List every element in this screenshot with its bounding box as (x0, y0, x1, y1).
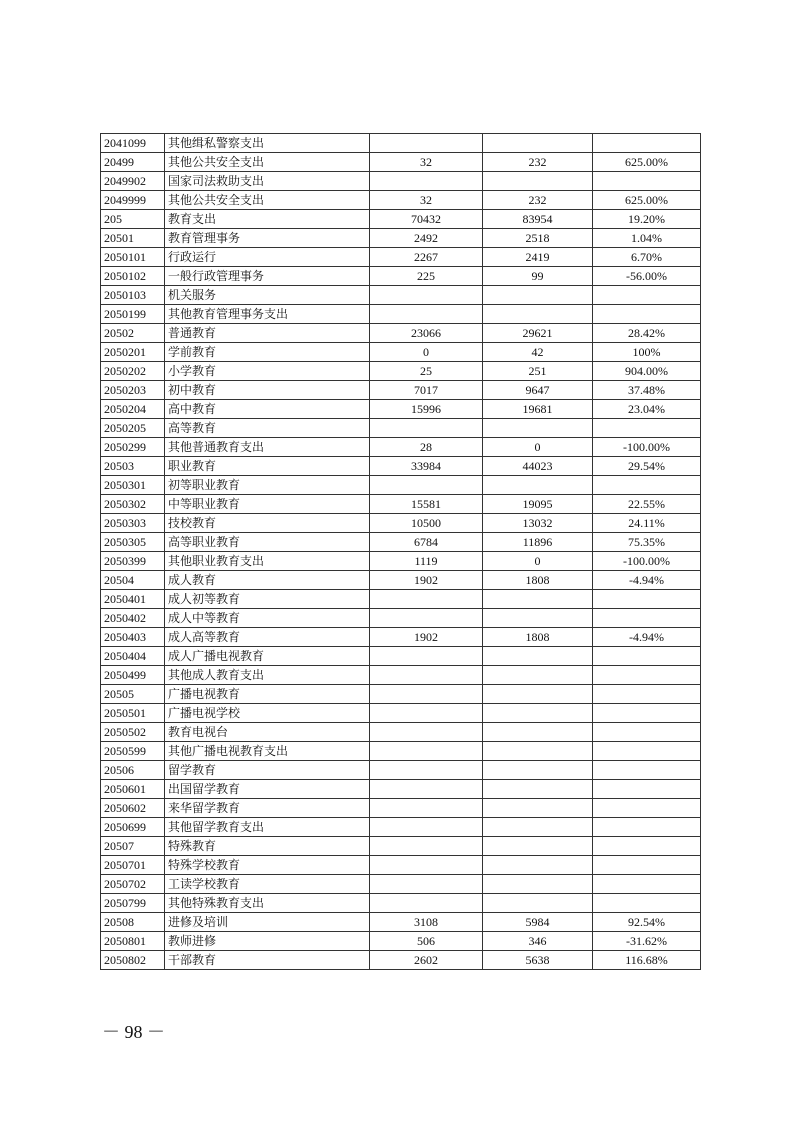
row-code: 2050402 (101, 609, 165, 628)
row-name: 其他广播电视教育支出 (165, 742, 370, 761)
row-code: 20507 (101, 837, 165, 856)
table-row (101, 780, 701, 799)
row-name: 进修及培训 (165, 913, 370, 932)
row-prev-value: 25 (370, 362, 483, 381)
row-change: 116.68% (593, 951, 701, 970)
row-change (593, 286, 701, 305)
row-curr-value: 232 (483, 191, 593, 210)
row-prev-value: 3108 (370, 913, 483, 932)
row-prev-value: 32 (370, 153, 483, 172)
table-row (101, 381, 701, 400)
row-curr-value (483, 837, 593, 856)
row-prev-value (370, 685, 483, 704)
row-name: 出国留学教育 (165, 780, 370, 799)
row-curr-value (483, 799, 593, 818)
row-code: 20508 (101, 913, 165, 932)
row-prev-value (370, 780, 483, 799)
row-change (593, 134, 701, 153)
row-curr-value (483, 419, 593, 438)
row-code: 20501 (101, 229, 165, 248)
table-row (101, 362, 701, 381)
row-prev-value: 15996 (370, 400, 483, 419)
row-name: 初中教育 (165, 381, 370, 400)
row-code: 2050101 (101, 248, 165, 267)
row-change: 904.00% (593, 362, 701, 381)
row-curr-value: 13032 (483, 514, 593, 533)
row-prev-value: 10500 (370, 514, 483, 533)
row-change (593, 856, 701, 875)
row-code: 2050799 (101, 894, 165, 913)
row-curr-value: 5984 (483, 913, 593, 932)
row-code: 2041099 (101, 134, 165, 153)
row-name: 机关服务 (165, 286, 370, 305)
row-prev-value (370, 419, 483, 438)
row-prev-value (370, 305, 483, 324)
row-prev-value (370, 837, 483, 856)
table-row (101, 628, 701, 647)
row-curr-value: 42 (483, 343, 593, 362)
row-prev-value (370, 894, 483, 913)
row-code: 2050801 (101, 932, 165, 951)
row-name: 留学教育 (165, 761, 370, 780)
row-prev-value: 28 (370, 438, 483, 457)
row-curr-value (483, 476, 593, 495)
row-curr-value (483, 742, 593, 761)
row-code: 2050404 (101, 647, 165, 666)
row-name: 其他公共安全支出 (165, 153, 370, 172)
row-change (593, 799, 701, 818)
row-code: 20504 (101, 571, 165, 590)
row-change (593, 305, 701, 324)
row-name: 广播电视教育 (165, 685, 370, 704)
row-change: 24.11% (593, 514, 701, 533)
row-prev-value (370, 590, 483, 609)
row-code: 2050702 (101, 875, 165, 894)
row-name: 教师进修 (165, 932, 370, 951)
table-row (101, 191, 701, 210)
row-name: 普通教育 (165, 324, 370, 343)
row-prev-value (370, 172, 483, 191)
row-prev-value: 32 (370, 191, 483, 210)
table-row (101, 742, 701, 761)
row-code: 20505 (101, 685, 165, 704)
row-change (593, 742, 701, 761)
row-change: 1.04% (593, 229, 701, 248)
row-name: 其他留学教育支出 (165, 818, 370, 837)
page-number: － 98 － (102, 1022, 165, 1042)
table-row (101, 172, 701, 191)
row-change: -100.00% (593, 552, 701, 571)
row-curr-value (483, 666, 593, 685)
budget-table-body (101, 134, 701, 970)
row-change: 29.54% (593, 457, 701, 476)
row-code: 2050202 (101, 362, 165, 381)
row-curr-value: 0 (483, 552, 593, 571)
row-name: 成人初等教育 (165, 590, 370, 609)
row-change: -4.94% (593, 628, 701, 647)
row-code: 205 (101, 210, 165, 229)
row-change: 100% (593, 343, 701, 362)
row-curr-value: 44023 (483, 457, 593, 476)
table-row (101, 153, 701, 172)
row-change (593, 704, 701, 723)
table-row (101, 343, 701, 362)
table-row (101, 894, 701, 913)
row-prev-value (370, 761, 483, 780)
row-change (593, 419, 701, 438)
row-change (593, 761, 701, 780)
row-change (593, 723, 701, 742)
row-code: 20502 (101, 324, 165, 343)
row-code: 2050103 (101, 286, 165, 305)
row-prev-value: 225 (370, 267, 483, 286)
row-prev-value: 1119 (370, 552, 483, 571)
row-name: 成人高等教育 (165, 628, 370, 647)
row-name: 行政运行 (165, 248, 370, 267)
row-curr-value (483, 685, 593, 704)
row-name: 工读学校教育 (165, 875, 370, 894)
row-code: 2050205 (101, 419, 165, 438)
row-name: 教育支出 (165, 210, 370, 229)
row-curr-value (483, 894, 593, 913)
row-code: 2050601 (101, 780, 165, 799)
row-name: 特殊学校教育 (165, 856, 370, 875)
row-prev-value: 506 (370, 932, 483, 951)
row-prev-value: 6784 (370, 533, 483, 552)
table-row (101, 324, 701, 343)
table-row (101, 134, 701, 153)
row-code: 2050499 (101, 666, 165, 685)
row-change: -4.94% (593, 571, 701, 590)
row-name: 其他缉私警察支出 (165, 134, 370, 153)
row-code: 2050502 (101, 723, 165, 742)
row-change: 625.00% (593, 153, 701, 172)
row-prev-value (370, 609, 483, 628)
row-curr-value: 2419 (483, 248, 593, 267)
row-curr-value (483, 818, 593, 837)
table-row (101, 248, 701, 267)
row-change (593, 666, 701, 685)
row-change (593, 837, 701, 856)
table-row (101, 837, 701, 856)
row-curr-value: 0 (483, 438, 593, 457)
row-change (593, 875, 701, 894)
row-change (593, 609, 701, 628)
row-curr-value (483, 856, 593, 875)
row-code: 2050701 (101, 856, 165, 875)
row-code: 2050399 (101, 552, 165, 571)
row-code: 20506 (101, 761, 165, 780)
table-row (101, 799, 701, 818)
row-code: 2050401 (101, 590, 165, 609)
row-change (593, 818, 701, 837)
row-prev-value (370, 286, 483, 305)
row-curr-value: 1808 (483, 628, 593, 647)
row-name: 中等职业教育 (165, 495, 370, 514)
row-name: 其他特殊教育支出 (165, 894, 370, 913)
row-code: 2050501 (101, 704, 165, 723)
row-curr-value: 5638 (483, 951, 593, 970)
row-curr-value (483, 172, 593, 191)
row-change: 22.55% (593, 495, 701, 514)
row-curr-value: 346 (483, 932, 593, 951)
row-name: 初等职业教育 (165, 476, 370, 495)
row-change: -100.00% (593, 438, 701, 457)
row-name: 成人广播电视教育 (165, 647, 370, 666)
row-prev-value (370, 723, 483, 742)
row-prev-value (370, 476, 483, 495)
row-prev-value: 0 (370, 343, 483, 362)
row-prev-value (370, 704, 483, 723)
row-prev-value (370, 856, 483, 875)
row-change: 37.48% (593, 381, 701, 400)
row-name: 高等教育 (165, 419, 370, 438)
row-prev-value: 15581 (370, 495, 483, 514)
row-name: 其他教育管理事务支出 (165, 305, 370, 324)
budget-table (100, 133, 701, 970)
row-code: 2050199 (101, 305, 165, 324)
row-code: 2049999 (101, 191, 165, 210)
row-name: 其他成人教育支出 (165, 666, 370, 685)
row-code: 2050802 (101, 951, 165, 970)
row-prev-value (370, 818, 483, 837)
row-prev-value: 1902 (370, 628, 483, 647)
row-code: 2050299 (101, 438, 165, 457)
row-prev-value: 23066 (370, 324, 483, 343)
row-change: 19.20% (593, 210, 701, 229)
row-name: 学前教育 (165, 343, 370, 362)
row-code: 2050303 (101, 514, 165, 533)
row-curr-value (483, 780, 593, 799)
row-curr-value (483, 704, 593, 723)
row-curr-value: 19095 (483, 495, 593, 514)
row-change (593, 780, 701, 799)
row-code: 2050201 (101, 343, 165, 362)
row-name: 其他普通教育支出 (165, 438, 370, 457)
row-prev-value (370, 666, 483, 685)
table-row (101, 457, 701, 476)
row-curr-value (483, 761, 593, 780)
row-code: 20503 (101, 457, 165, 476)
row-curr-value (483, 609, 593, 628)
row-name: 成人中等教育 (165, 609, 370, 628)
row-name: 国家司法救助支出 (165, 172, 370, 191)
row-curr-value (483, 723, 593, 742)
row-curr-value: 83954 (483, 210, 593, 229)
row-code: 2050599 (101, 742, 165, 761)
row-curr-value: 1808 (483, 571, 593, 590)
row-name: 高等职业教育 (165, 533, 370, 552)
table-row (101, 951, 701, 970)
row-prev-value: 2492 (370, 229, 483, 248)
table-row (101, 533, 701, 552)
table-row (101, 495, 701, 514)
row-curr-value: 9647 (483, 381, 593, 400)
table-row (101, 438, 701, 457)
row-change: 75.35% (593, 533, 701, 552)
row-name: 职业教育 (165, 457, 370, 476)
row-curr-value (483, 305, 593, 324)
table-row (101, 723, 701, 742)
table-row (101, 704, 701, 723)
row-prev-value (370, 134, 483, 153)
table-row (101, 666, 701, 685)
row-code: 2050602 (101, 799, 165, 818)
table-row (101, 305, 701, 324)
row-code: 2049902 (101, 172, 165, 191)
row-prev-value: 1902 (370, 571, 483, 590)
row-change: -31.62% (593, 932, 701, 951)
row-code: 2050203 (101, 381, 165, 400)
row-change: 28.42% (593, 324, 701, 343)
row-change (593, 894, 701, 913)
row-name: 广播电视学校 (165, 704, 370, 723)
row-curr-value: 251 (483, 362, 593, 381)
row-change: -56.00% (593, 267, 701, 286)
row-name: 高中教育 (165, 400, 370, 419)
table-row (101, 647, 701, 666)
row-change (593, 476, 701, 495)
row-change (593, 590, 701, 609)
row-prev-value: 70432 (370, 210, 483, 229)
table-row (101, 571, 701, 590)
row-code: 2050204 (101, 400, 165, 419)
row-name: 小学教育 (165, 362, 370, 381)
row-code: 2050302 (101, 495, 165, 514)
table-row (101, 685, 701, 704)
row-prev-value (370, 647, 483, 666)
row-code: 2050301 (101, 476, 165, 495)
row-curr-value (483, 134, 593, 153)
row-code: 20499 (101, 153, 165, 172)
row-curr-value: 2518 (483, 229, 593, 248)
table-row (101, 590, 701, 609)
row-name: 教育管理事务 (165, 229, 370, 248)
row-curr-value: 19681 (483, 400, 593, 419)
row-name: 干部教育 (165, 951, 370, 970)
row-prev-value: 2602 (370, 951, 483, 970)
row-curr-value (483, 875, 593, 894)
table-row (101, 875, 701, 894)
row-change: 625.00% (593, 191, 701, 210)
row-prev-value: 7017 (370, 381, 483, 400)
table-row (101, 229, 701, 248)
table-row (101, 210, 701, 229)
row-prev-value: 2267 (370, 248, 483, 267)
row-change: 6.70% (593, 248, 701, 267)
table-row (101, 286, 701, 305)
row-name: 教育电视台 (165, 723, 370, 742)
table-row (101, 609, 701, 628)
row-change (593, 647, 701, 666)
row-prev-value (370, 742, 483, 761)
row-curr-value: 11896 (483, 533, 593, 552)
table-row (101, 856, 701, 875)
row-name: 成人教育 (165, 571, 370, 590)
row-name: 其他公共安全支出 (165, 191, 370, 210)
row-prev-value: 33984 (370, 457, 483, 476)
row-name: 来华留学教育 (165, 799, 370, 818)
row-name: 一般行政管理事务 (165, 267, 370, 286)
table-row (101, 267, 701, 286)
row-prev-value (370, 875, 483, 894)
row-name: 技校教育 (165, 514, 370, 533)
table-row (101, 761, 701, 780)
table-row (101, 400, 701, 419)
row-curr-value: 29621 (483, 324, 593, 343)
row-curr-value: 99 (483, 267, 593, 286)
table-row (101, 514, 701, 533)
row-name: 特殊教育 (165, 837, 370, 856)
row-change (593, 172, 701, 191)
row-name: 其他职业教育支出 (165, 552, 370, 571)
table-row (101, 818, 701, 837)
row-change: 92.54% (593, 913, 701, 932)
row-curr-value (483, 647, 593, 666)
row-change (593, 685, 701, 704)
row-curr-value: 232 (483, 153, 593, 172)
row-change: 23.04% (593, 400, 701, 419)
row-code: 2050403 (101, 628, 165, 647)
row-prev-value (370, 799, 483, 818)
row-curr-value (483, 590, 593, 609)
row-code: 2050699 (101, 818, 165, 837)
row-code: 2050305 (101, 533, 165, 552)
table-row (101, 932, 701, 951)
table-row (101, 552, 701, 571)
table-row (101, 419, 701, 438)
table-row (101, 476, 701, 495)
row-code: 2050102 (101, 267, 165, 286)
row-curr-value (483, 286, 593, 305)
table-row (101, 913, 701, 932)
